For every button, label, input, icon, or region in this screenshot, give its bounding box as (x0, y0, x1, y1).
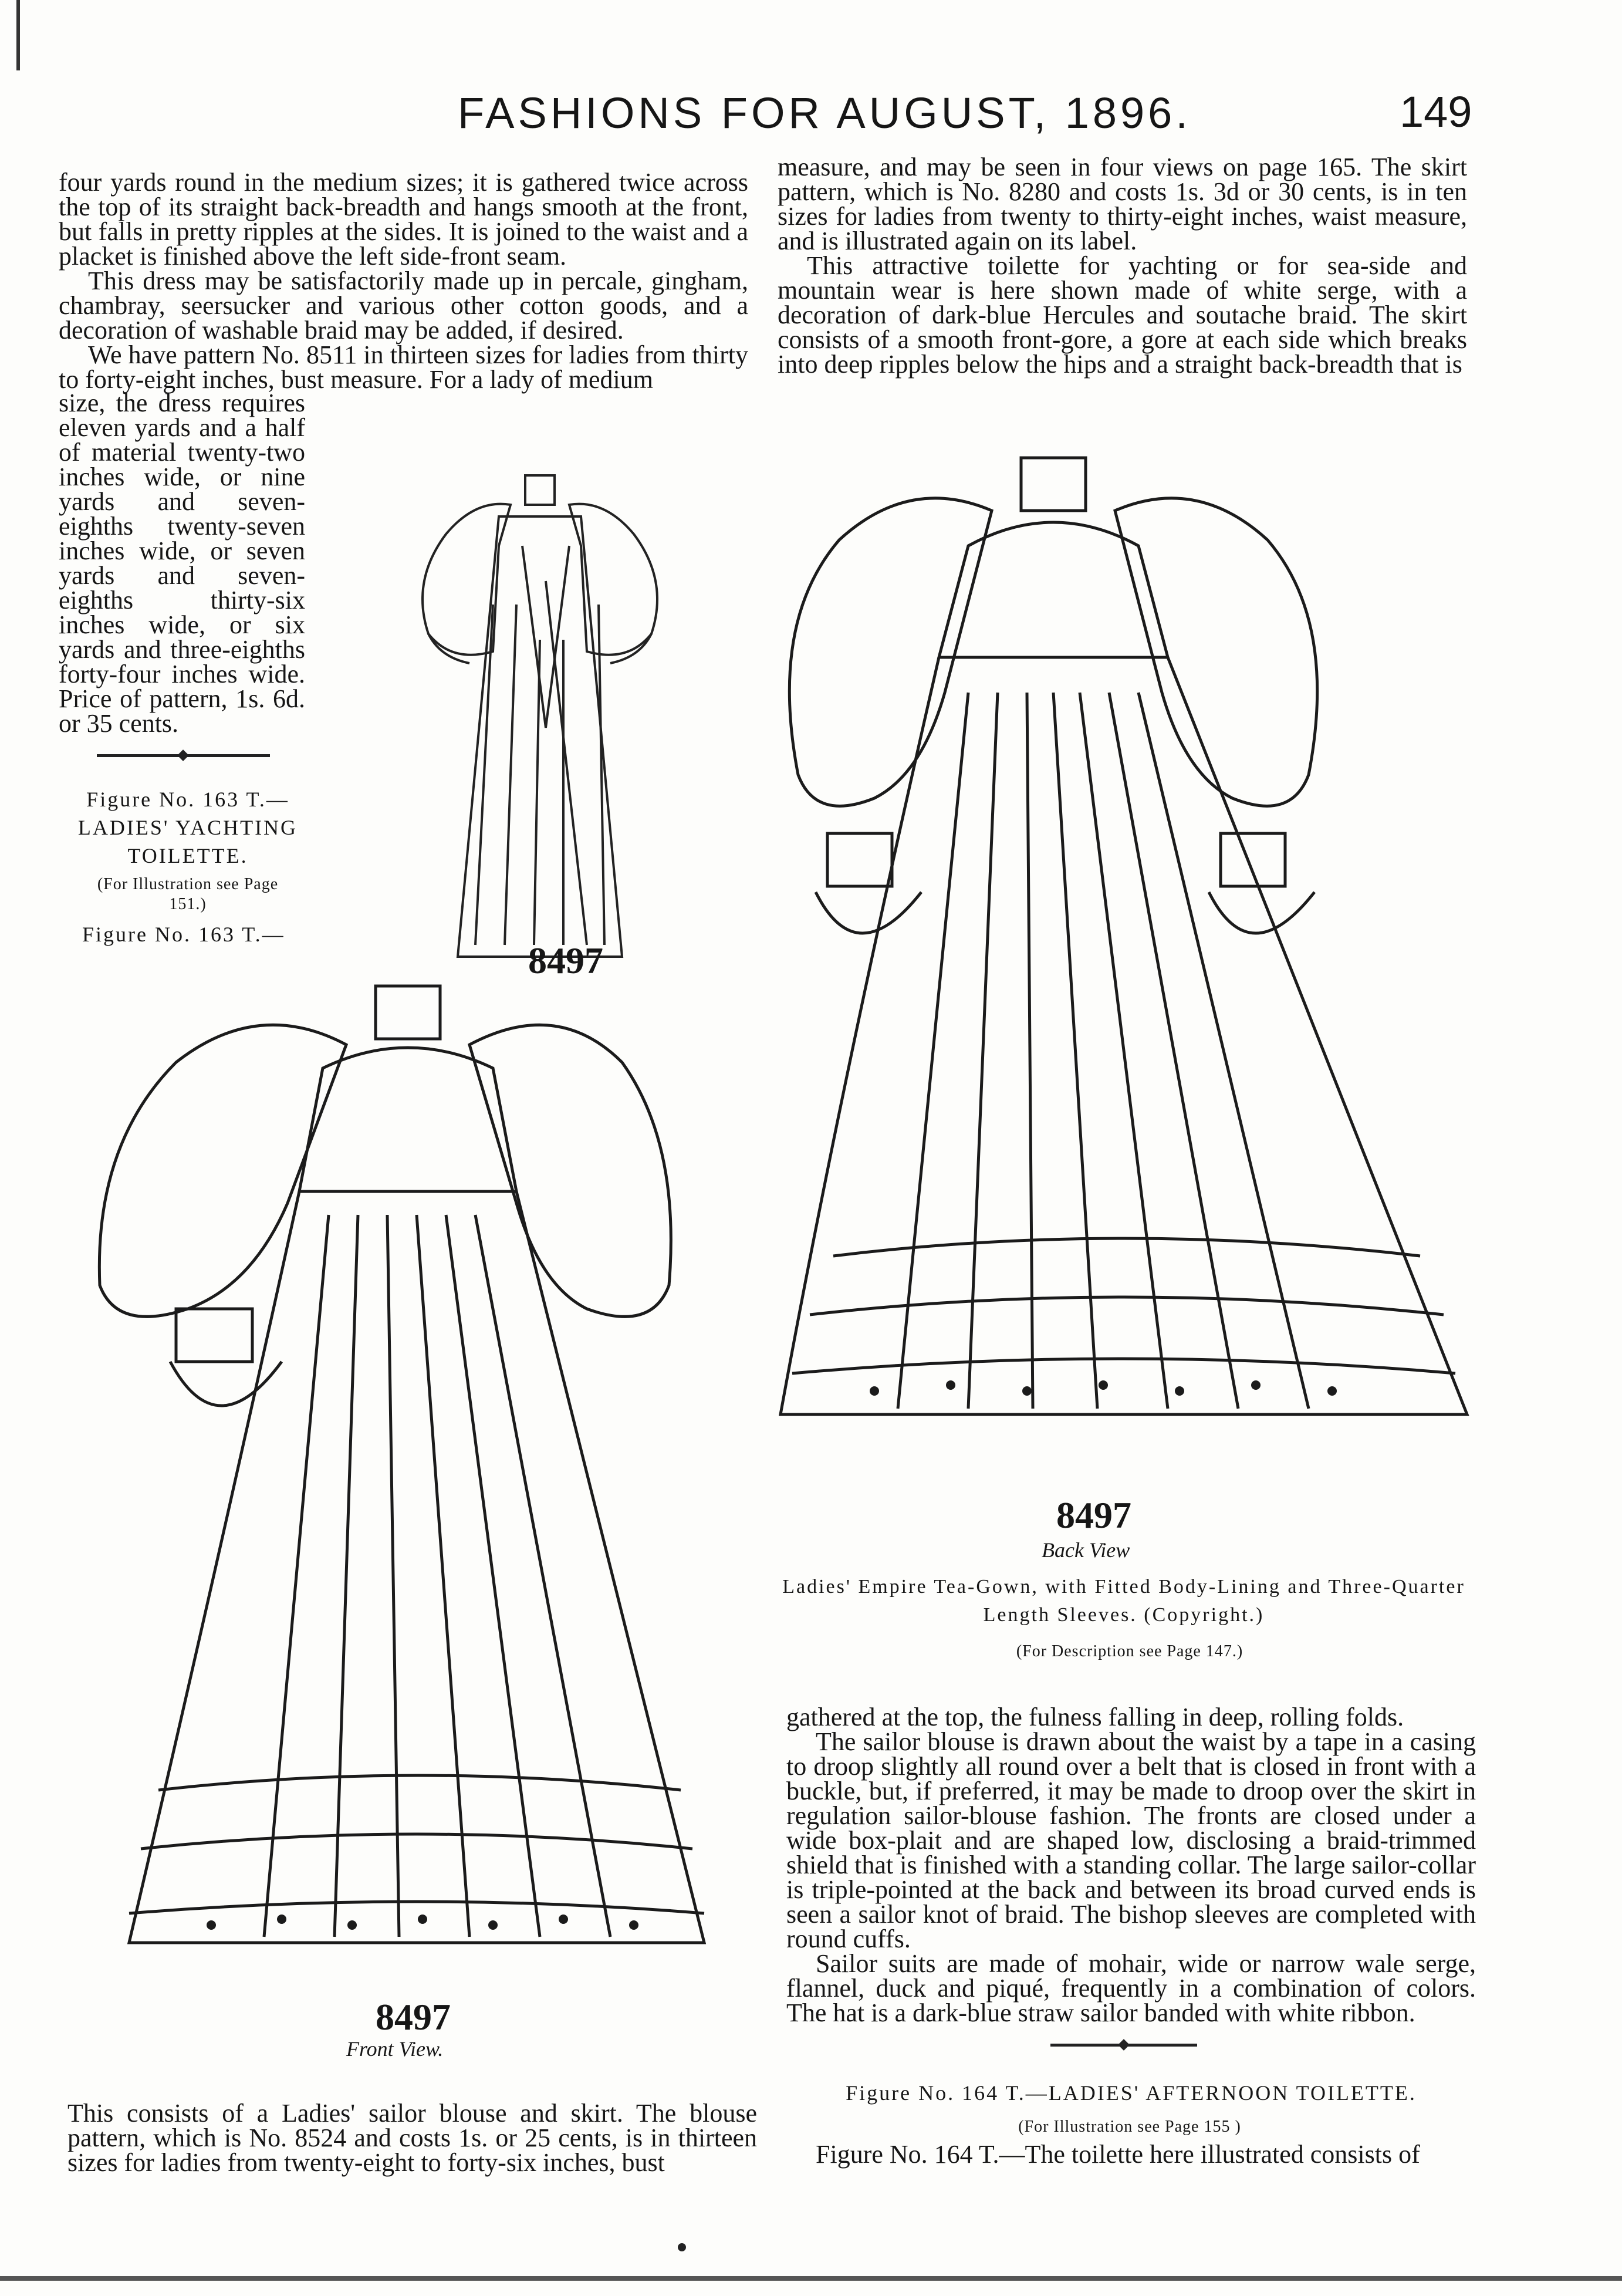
scan-edge-bottom (0, 2276, 1622, 2281)
lower-left-para: This consists of a Ladies' sailor blouse and skirt. The blouse pattern, which is No. 8524 and costs 1s. or 25 cents, is in thirteen sizes for ladies from twenty-eight to forty-six inches, bust (67, 2099, 757, 2177)
right-column-text (778, 155, 1467, 377)
figure-163-title: Figure No. 163 T.— LADIES' YACHTING TOILETTE. (77, 788, 298, 867)
left-para-3b: size, the dress requires eleven yards and a half of material twenty-two inches wide, or nine yards and seven-eighths twenty-seven inches wide, or seven yards and seven-eighths thirty-six inches wide, or six yards and three-eighths forty-four inches wide. Price of pattern, 1s. 6d. or 35 cents. (59, 389, 305, 738)
bottom-dot (678, 2243, 686, 2251)
figure-164-ref: (For Illustration see Page 155 ) (1018, 2118, 1241, 2136)
left-narrow-text (59, 391, 305, 736)
gown-small-number: 8497 (528, 940, 603, 981)
gown-caption: Ladies' Empire Tea-Gown, with Fitted Body-Lining and Three-Quarter Length Sleeves. (Copyright.) (782, 1576, 1465, 1626)
left-para-3a: We have pattern No. 8511 in thirteen sizes for ladies from thirty to forty-eight inches, bust measure. For a lady of medium (59, 340, 748, 394)
figure-164-title: Figure No. 164 T.—LADIES' AFTERNOON TOILETTE. (846, 2081, 1417, 2105)
gown-front-view-illustration (70, 980, 763, 2001)
page-number: 149 (1400, 87, 1472, 136)
gown-front-number: 8497 (376, 1996, 451, 2038)
gown-back-view-label: Back View (1042, 1538, 1130, 1562)
gown-small-illustration (376, 464, 704, 980)
gown-back-number: 8497 (1056, 1494, 1131, 1536)
scan-edge-left (16, 0, 20, 70)
figure-164-lead: Figure No. 164 T.—The toilette here illustrated consists of (816, 2140, 1420, 2169)
lower-right-para-1: gathered at the top, the fulness falling in deep, rolling folds. (786, 1703, 1404, 1731)
gown-caption-ref: (For Description see Page 147.) (1016, 1642, 1243, 1660)
figure-163-ref: (For Illustration see Page 151.) (97, 875, 279, 913)
right-para-2: This attractive toilette for yachting or for sea-side and mountain wear is here shown made of white serge, with a decoration of dark-blue Hercules and soutache braid. The skirt consists of a smooth front-gore, a gore at each side which breaks into deep ripples below the hips and a straight back-breadth that is (778, 251, 1467, 379)
left-para-1: four yards round in the medium sizes; it is gathered twice across the top of its straight back-breadth and hangs smooth at the front, but falls in pretty ripples at the sides. It is joined to the waist and a placket is finished above the left side-front seam. (59, 168, 748, 271)
divider-163 (97, 754, 270, 757)
figure-163-lead: Figure No. 163 T.— (82, 923, 285, 946)
page-header-title: FASHIONS FOR AUGUST, 1896. (458, 89, 1191, 137)
gown-back-view-illustration (757, 446, 1491, 1502)
left-column-text (59, 170, 748, 392)
lower-right-para-2: The sailor blouse is drawn about the waist by a tape in a casing to droop slightly all round over a belt that is closed in front with a buckle, but, if preferred, it may be made to droop over the skirt in regulation sailor-blouse fashion. The fronts are closed under a wide box-plait and are shaped low, disclosing a braid-trimmed shield that is finished with a standing collar. The large sailor-collar is triple-pointed at the back and between its broad curved ends is seen a sailor knot of braid. The bishop sleeves are completed with round cuffs. (786, 1727, 1476, 1953)
divider-164 (1050, 2044, 1197, 2047)
lower-right-text (786, 1705, 1476, 2025)
gown-front-view-label: Front View. (346, 2037, 444, 2061)
left-para-2: This dress may be satisfactorily made up in percale, gingham, chambray, seersucker and various other cotton goods, and a decoration of washable braid may be added, if desired. (59, 266, 748, 345)
right-para-1: measure, and may be seen in four views on page 165. The skirt pattern, which is No. 8280 and costs 1s. 3d or 30 cents, is in ten sizes for ladies from twenty to thirty-eight inches, waist measure, and is illustrated again on its label. (778, 153, 1467, 255)
lower-right-para-3: Sailor suits are made of mohair, wide or narrow wale serge, flannel, duck and piqué, frequently in a combination of colors. The hat is a dark-blue straw sailor banded with white ribbon. (786, 1949, 1476, 2027)
lower-left-text (67, 2101, 757, 2175)
